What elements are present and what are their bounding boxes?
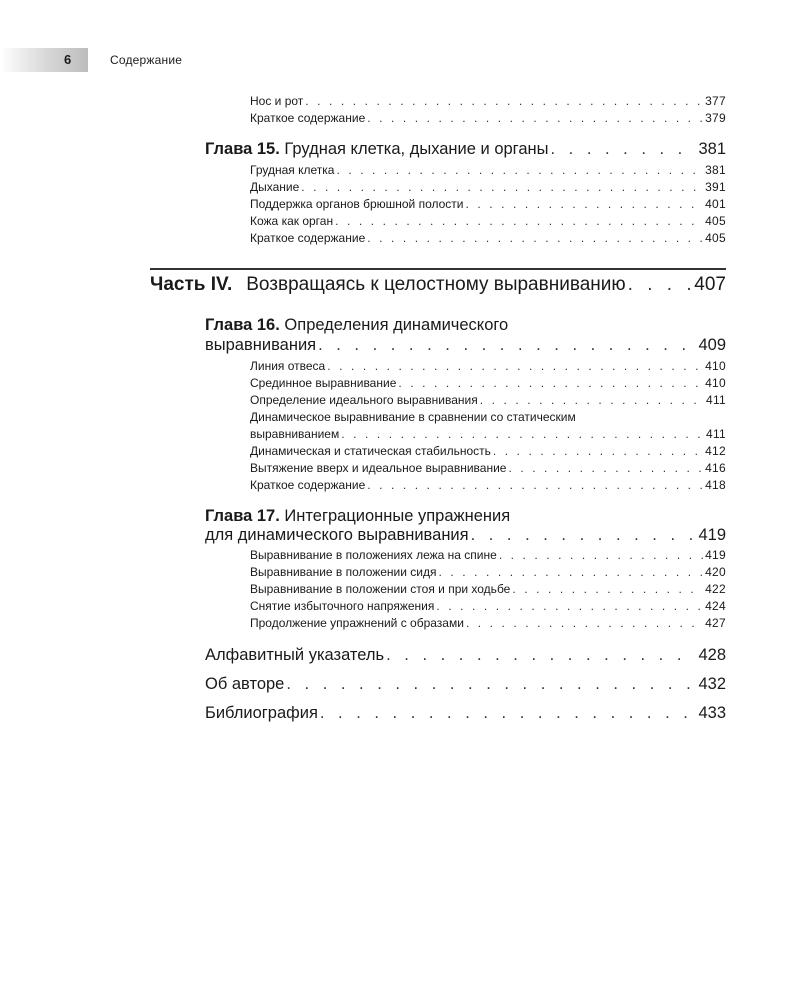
part-title: Возвращаясь к целостному выравниванию [246,274,626,295]
entry-title: Дыхание [250,180,300,194]
entry-page: 427 [705,616,726,630]
entry-title: Динамическая и статическая стабильность [250,444,491,458]
running-title: Содержание [110,53,183,67]
entry-page: 412 [705,444,726,458]
entry-page: 377 [705,94,726,108]
toc-entry[interactable] [250,197,726,214]
part-divider [150,268,726,270]
chapter-15-entry[interactable] [205,140,726,159]
chapter-label: Глава 17. [205,507,280,525]
chapter-16-entry[interactable] [205,336,726,355]
entry-page: 418 [705,478,726,492]
toc-entry[interactable] [250,111,726,128]
toc-entry[interactable] [250,427,726,444]
entry-page: 433 [698,704,726,722]
entry-title: Выравнивание в положении стоя и при ходьбе [250,582,511,596]
entry-title: выравниванием [250,427,340,441]
toc-entry[interactable] [250,231,726,248]
bibliography-entry[interactable] [205,704,726,723]
chapter-title-cont: выравнивания [205,336,317,354]
entry-page: 420 [705,565,726,579]
toc-entry[interactable] [250,94,726,111]
entry-title: Поддержка органов брюшной полости [250,197,464,211]
entry-page: 401 [705,197,726,211]
toc-entry[interactable] [250,444,726,461]
entry-title: Об авторе [205,675,285,693]
entry-title: Краткое содержание [250,478,366,492]
entry-page: 424 [705,599,726,613]
about-author-entry[interactable] [205,675,726,694]
entry-title: Снятие избыточного напряжения [250,599,435,613]
entry-page: 416 [705,461,726,475]
toc-entry[interactable] [250,359,726,376]
toc-entry[interactable] [250,376,726,393]
index-entry[interactable] [205,646,726,665]
chapter-title: Грудная клетка, дыхание и органы [284,140,549,158]
toc-entry[interactable] [250,461,726,478]
chapter-label: Глава 16. [205,316,280,334]
entry-title: Грудная клетка [250,163,335,177]
toc-entry[interactable] [250,548,726,565]
entry-page: 381 [705,163,726,177]
toc-entry[interactable] [250,616,726,633]
chapter-16-title-line1[interactable] [205,316,726,335]
entry-title: Библиография [205,704,318,722]
part-page: 407 [694,274,726,295]
chapter-page: 381 [698,140,726,158]
entry-page: 379 [705,111,726,125]
entry-title: Продолжение упражнений с образами [250,616,464,630]
entry-page: 432 [698,675,726,693]
entry-title: Алфавитный указатель [205,646,385,664]
chapter-page: 419 [698,526,726,544]
entry-page: 411 [705,427,726,441]
entry-title: Вытяжение вверх и идеальное выравнивание [250,461,507,475]
chapter-17-entry[interactable] [205,526,726,545]
entry-page: 391 [705,180,726,194]
toc-entry[interactable] [250,478,726,495]
entry-title: Краткое содержание [250,231,366,245]
entry-title: Краткое содержание [250,111,366,125]
entry-page: 405 [705,214,726,228]
chapter-label: Глава 15. [205,140,280,158]
chapter-17-title-line1[interactable] [205,507,726,526]
header-band [0,48,88,72]
entry-page: 405 [705,231,726,245]
entry-page: 428 [698,646,726,664]
chapter-title-cont: для динамического выравнивания [205,526,469,544]
entry-title: Линия отвеса [250,359,326,373]
entry-title: Срединное выравнивание [250,376,397,390]
toc-entry[interactable] [250,582,726,599]
toc-entry[interactable] [250,565,726,582]
entry-page: 410 [705,376,726,390]
entry-title: Кожа как орган [250,214,334,228]
toc-entry[interactable] [250,163,726,180]
toc-entry[interactable] [250,180,726,197]
chapter-title: Интеграционные упражнения [284,507,511,525]
entry-title: Выравнивание в положении сидя [250,565,437,579]
toc-entry-long-line1[interactable]: Динамическое выравнивание в сравнении со статическим [250,410,576,424]
page-number: 6 [64,52,72,67]
toc-entry[interactable] [250,393,726,410]
entry-title: Выравнивание в положениях лежа на спине [250,548,497,562]
toc-entry[interactable] [250,214,726,231]
entry-title: Нос и рот [250,94,304,108]
part-label: Часть IV. [150,274,233,295]
toc-entry[interactable] [250,599,726,616]
chapter-page: 409 [698,336,726,354]
entry-title: Определение идеального выравнивания [250,393,478,407]
entry-page: 410 [705,359,726,373]
part-4-entry[interactable] [150,274,726,296]
entry-page: 411 [705,393,726,407]
entry-page: 422 [705,582,726,596]
chapter-title: Определения динамического [284,316,509,334]
entry-page: 419 [705,548,726,562]
